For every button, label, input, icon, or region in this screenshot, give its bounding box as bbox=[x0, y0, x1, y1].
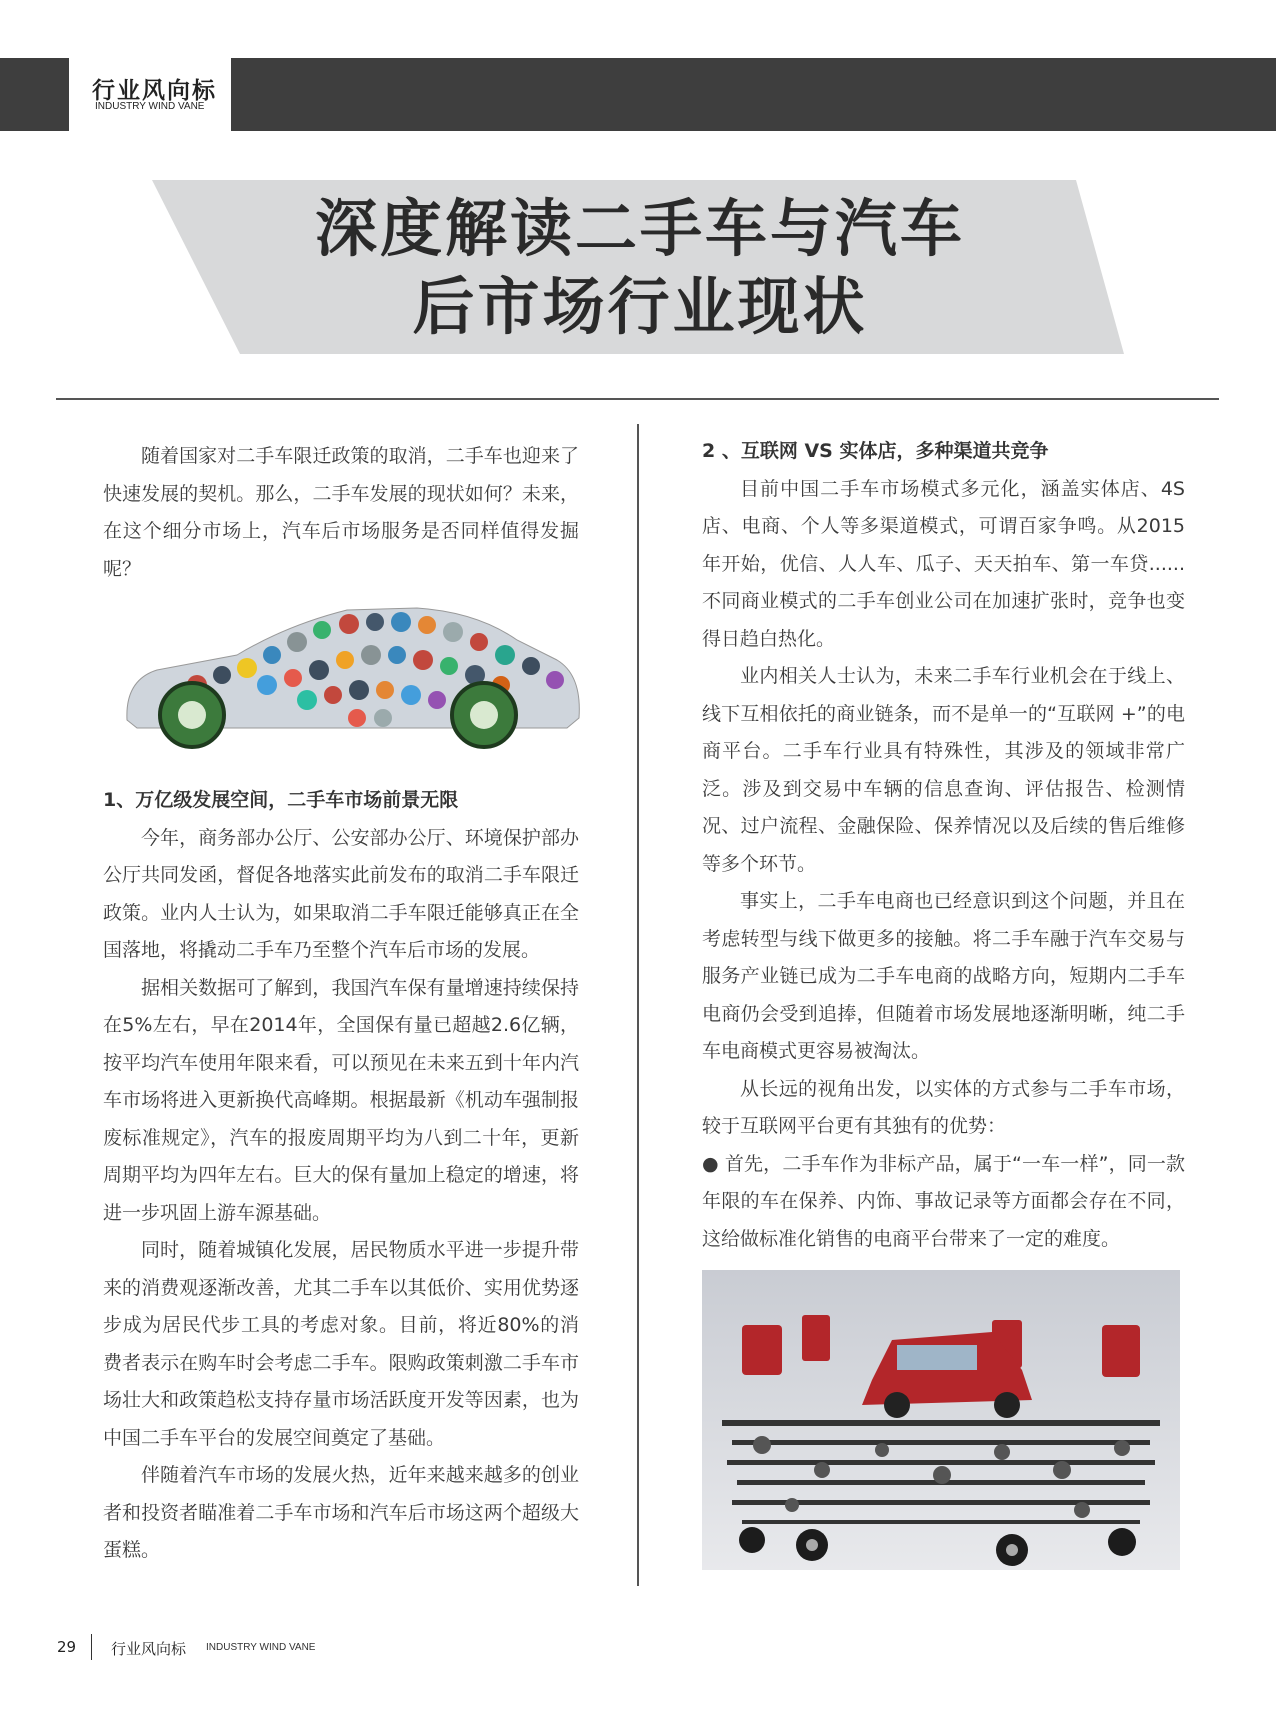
left-column bbox=[103, 438, 579, 1570]
right-paragraph-4: 从长远的视角出发，以实体的方式参与二手车市场，较于互联网平台更有其独有的优势： bbox=[702, 1077, 1185, 1137]
header-left-block bbox=[0, 58, 69, 131]
column-divider bbox=[637, 424, 639, 1586]
article-title bbox=[160, 190, 1120, 346]
car-parts-image bbox=[702, 1270, 1180, 1570]
right-paragraph-2: 业内相关人士认为，未来二手车行业机会在于线上、线下互相依托的商业链条，而不是单一的“互联网 +”的电商平台。二手车行业具有特殊性，其涉及的领域非常广泛。涉及到交易中车辆的信息查询、评估报告、检测情况、过户流程、金融保险、保养情况以及后续的售后维修等多个环节。 bbox=[702, 665, 1185, 875]
left-paragraph-4: 伴随着汽车市场的发展火热，近年来越来越多的创业者和投资者瞄准着二手车市场和汽车后市场这两个超级大蛋糕。 bbox=[103, 1464, 579, 1561]
header-bar bbox=[231, 58, 1276, 131]
right-paragraph-1: 目前中国二手车市场模式多元化，涵盖实体店、4S店、电商、个人等多渠道模式，可谓百家争鸣。从2015 年开始，优信、人人车、瓜子、天天拍车、第一车贷......不同商业模式的二手车创业公司在加速扩张时，竞争也变得日趋白热化。 bbox=[702, 477, 1185, 650]
footer-section-subtitle: INDUSTRY WIND VANE bbox=[206, 1642, 316, 1653]
logo-car-image bbox=[117, 600, 587, 750]
section2-heading: 2 、互联网 VS 实体店，多种渠道共竞争 bbox=[702, 440, 1049, 462]
footer-section-title: 行业风向标 bbox=[111, 1640, 187, 1658]
intro-paragraph: 随着国家对二手车限迁政策的取消，二手车也迎来了快速发展的契机。那么，二手车发展的现状如何？未来，在这个细分市场上，汽车后市场服务是否同样值得发掘呢？ bbox=[103, 445, 579, 580]
left-paragraph-2: 据相关数据可了解到，我国汽车保有量增速持续保持在5%左右，早在2014年，全国保有量已超越2.6亿辆，按平均汽车使用年限来看，可以预见在未来五到十年内汽车市场将进入更新换代高峰期。根据最新《机动车强制报废标准规定》，汽车的报废周期平均为八到二十年，更新周期平均为四年左右。巨大的保有量加上稳定的增速，将进一步巩固上游车源基础。 bbox=[103, 976, 579, 1224]
section1-heading: 1、万亿级发展空间，二手车市场前景无限 bbox=[103, 789, 459, 811]
bullet-item: ● 首先，二手车作为非标产品，属于“一车一样”，同一款年限的车在保养、内饰、事故记录等方面都会存在不同，这给做标准化销售的电商平台带来了一定的难度。 bbox=[702, 1152, 1185, 1250]
right-column bbox=[702, 433, 1185, 1570]
section-title: 行业风向标 bbox=[92, 78, 217, 104]
article-title-line2: 后市场行业现状 bbox=[412, 270, 868, 343]
page-number: 29 bbox=[57, 1638, 77, 1656]
left-paragraph-3: 同时，随着城镇化发展，居民物质水平进一步提升带来的消费观逐渐改善，尤其二手车以其低价、实用优势逐步成为居民代步工具的考虑对象。目前，将近80%的消费者表示在购车时会考虑二手车。限购政策刺激二手车市场壮大和政策趋松支持存量市场活跃度开发等因素，也为中国二手车平台的发展空间奠定了基础。 bbox=[103, 1239, 579, 1449]
section-subtitle: INDUSTRY WIND VANE bbox=[95, 101, 205, 112]
article-title-line1: 深度解读二手车与汽车 bbox=[314, 192, 965, 265]
left-paragraph-1: 今年，商务部办公厅、公安部办公厅、环境保护部办公厅共同发函，督促各地落实此前发布的取消二手车限迁政策。业内人士认为，如果取消二手车限迁能够真正在全国落地，将撬动二手车乃至整个汽车后市场的发展。 bbox=[103, 826, 579, 961]
right-paragraph-3: 事实上，二手车电商也已经意识到这个问题，并且在考虑转型与线下做更多的接触。将二手车融于汽车交易与服务产业链已成为二手车电商的战略方向，短期内二手车电商仍会受到追捧，但随着市场发展地逐渐明晰，纯二手车电商模式更容易被淘汰。 bbox=[702, 890, 1185, 1062]
footer-separator bbox=[91, 1634, 92, 1660]
title-rule bbox=[56, 398, 1219, 400]
